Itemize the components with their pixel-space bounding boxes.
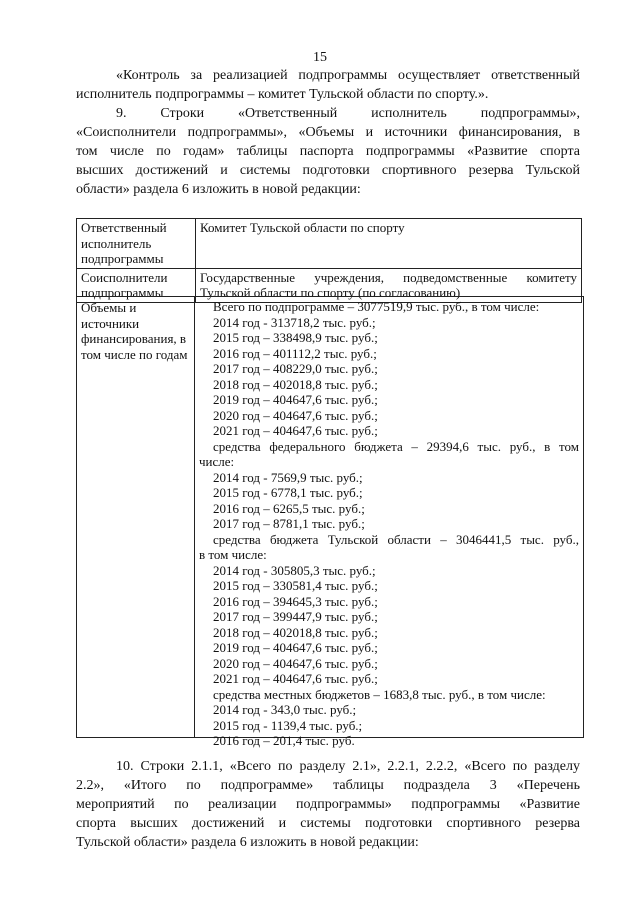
financing-line: 2014 год - 7569,9 тыс. руб.; [213,469,363,485]
financing-line: 2018 год – 402018,8 тыс. руб.; [213,624,378,640]
row-2-value: Государственные учреждения, подведомственные комитету Тульской области по спорту (по согласованию) [196,268,582,302]
item-10-line-5: Тульской области» раздела 6 изложить в новой редакции: [76,835,419,850]
intro-paragraph [76,66,580,104]
item-9-line-4: высших достижений и системы подготовки спортивного резерва Тульской [76,163,580,178]
financing-line: средства местных бюджетов – 1683,8 тыс. руб., в том числе: [213,686,546,702]
financing-table [76,296,584,748]
financing-line: 2014 год - 305805,3 тыс. руб.; [213,562,376,578]
row-3-label: Объемы и источники финансирования, в том числе по годам [77,297,195,737]
financing-line: 2014 год - 343,0 тыс. руб.; [213,702,357,717]
financing-line: 2020 год – 404647,6 тыс. руб.; [213,655,378,671]
item-9-paragraph [76,104,580,199]
financing-line: 2015 год – 338498,9 тыс. руб.; [213,330,378,345]
financing-line: числе: [199,454,235,469]
intro-line-1: «Контроль за реализацией подпрограммы осуществляет ответственный [116,68,580,83]
financing-line: 2015 год – 330581,4 тыс. руб.; [213,578,378,593]
financing-line: 2014 год - 313718,2 тыс. руб.; [213,314,376,330]
financing-line: 2019 год – 404647,6 тыс. руб.; [213,392,378,407]
financing-line: 2015 год - 1139,4 тыс. руб.; [213,717,363,733]
financing-line: 2015 год - 6778,1 тыс. руб.; [213,485,363,500]
financing-line: 2016 год – 394645,3 тыс. руб.; [213,593,378,609]
row-1-value: Комитет Тульской области по спорту [196,219,582,269]
financing-line: 2020 год – 404647,6 тыс. руб.; [213,407,378,423]
passport-table-top [76,218,582,303]
financing-line: 2018 год – 402018,8 тыс. руб.; [213,376,378,392]
financing-line: 2021 год – 404647,6 тыс. руб.; [213,423,378,438]
financing-line: 2021 год – 404647,6 тыс. руб.; [213,671,378,686]
intro-line-2: исполнитель подпрограммы – комитет Тульской области по спорту.». [76,87,489,102]
item-9-line-2: «Соисполнители подпрограммы», «Объемы и источники финансирования, в [76,125,580,140]
financing-line: 2017 год – 8781,1 тыс. руб.; [213,516,365,531]
financing-line: в том числе: [199,547,267,562]
financing-line: 2017 год – 408229,0 тыс. руб.; [213,361,378,376]
item-9-line-5: области» раздела 6 изложить в новой редакции: [76,182,361,197]
row-2-label: Соисполнители подпрограммы [77,268,196,302]
item-9-line-3: том числе по годам» таблицы паспорта подпрограммы «Развитие спорта [76,144,580,159]
item-9-line-1: 9. Строки «Ответственный исполнитель подпрограммы», [116,106,580,121]
financing-line: средства бюджета Тульской области – 3046441,5 тыс. руб., [213,531,579,547]
financing-line: 2016 год – 401112,2 тыс. руб.; [213,345,377,361]
financing-line: 2016 год – 6265,5 тыс. руб.; [213,500,365,516]
financing-line: 2017 год – 399447,9 тыс. руб.; [213,609,378,624]
financing-line: Всего по подпрограмме – 3077519,9 тыс. руб., в том числе: [213,299,540,314]
row-1-label: Ответственный исполнитель подпрограммы [77,219,196,269]
item-10-line-1: 10. Строки 2.1.1, «Всего по разделу 2.1», 2.2.1, 2.2.2, «Всего по разделу [116,759,580,774]
page-number: 15 [313,50,327,65]
item-10-line-2: 2.2», «Итого по подпрограмме» таблицы подраздела 3 «Перечень [76,778,580,793]
item-10-paragraph [76,757,580,852]
table-row [77,219,582,269]
financing-line: 2016 год – 201,4 тыс. руб. [213,733,355,748]
item-10-line-3: мероприятий по реализации подпрограммы» подпрограммы «Развитие [76,797,580,812]
financing-line: 2019 год – 404647,6 тыс. руб.; [213,640,378,655]
item-10-line-4: спорта высших достижений и системы подготовки спортивного резерва [76,816,580,831]
financing-lines [195,297,583,749]
financing-line: средства федерального бюджета – 29394,6 тыс. руб., в том [213,438,579,454]
